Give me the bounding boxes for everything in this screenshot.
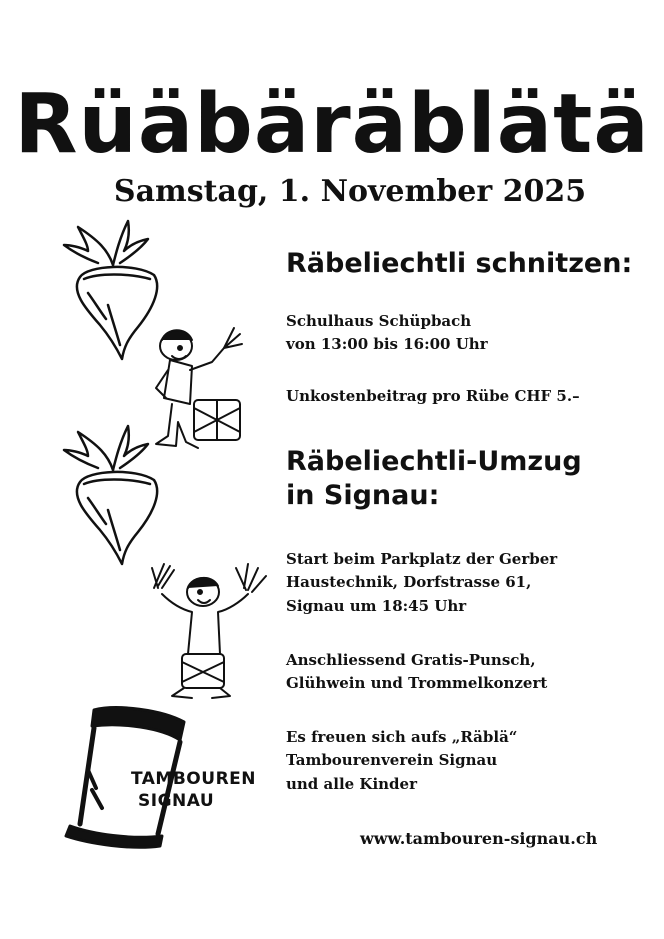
- schnitzen-location: Schulhaus Schüpbach: [286, 312, 472, 330]
- umzug-heading-line1: Räbeliechtli-Umzug: [286, 446, 582, 477]
- umzug-start-line3: Signau um 18:45 Uhr: [286, 596, 467, 615]
- schnitzen-fee-block: [286, 385, 646, 408]
- schnitzen-details: [286, 310, 646, 357]
- event-date: Samstag, 1. November 2025: [113, 174, 587, 209]
- umzug-after-line2: Glühwein und Trommelkonzert: [286, 674, 548, 693]
- umzug-after-block: [286, 649, 646, 696]
- schnitzen-time: von 13:00 bis 16:00 Uhr: [286, 335, 488, 354]
- umzug-start-line2: Haustechnik, Dorfstrasse 61,: [286, 573, 532, 592]
- section-heading-schnitzen: Räbeliechtli schnitzen:: [286, 248, 633, 279]
- schnitzen-fee: Unkostenbeitrag pro Rübe CHF 5.–: [286, 387, 580, 405]
- greeting-line1: Es freuen sich aufs „Räblä“: [286, 728, 518, 746]
- website-link[interactable]: www.tambouren-signau.ch: [360, 829, 598, 848]
- logo-text-line1: TAMBOUREN: [131, 769, 256, 789]
- umzug-heading-line2: in Signau:: [286, 479, 440, 511]
- turnip-icon: [58, 420, 168, 570]
- greeting-block: [286, 726, 646, 796]
- section-heading-umzug: [286, 445, 646, 513]
- greeting-line2: Tambourenverein Signau: [286, 751, 498, 770]
- logo-text-line2: SIGNAU: [138, 791, 215, 811]
- umzug-after-line1: Anschliessend Gratis-Punsch,: [286, 651, 536, 669]
- umzug-start-block: [286, 548, 646, 618]
- poster-title: Rüäbäräblätä: [14, 77, 650, 172]
- drummer-icon: [148, 558, 273, 700]
- section-schnitzen: [286, 247, 646, 281]
- umzug-start-line1: Start beim Parkplatz der Gerber: [286, 550, 558, 568]
- greeting-line3: und alle Kinder: [286, 774, 417, 793]
